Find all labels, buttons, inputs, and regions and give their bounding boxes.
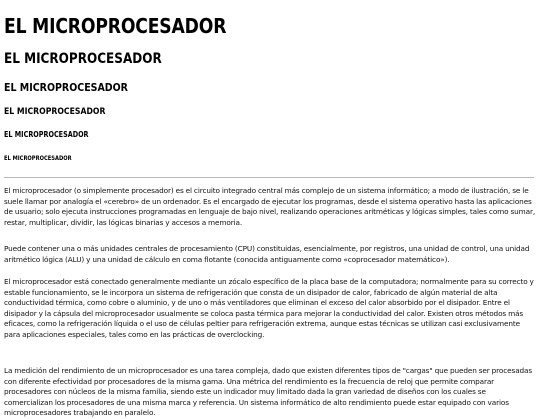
- heading-level-2: EL MICROPROCESADOR: [4, 51, 162, 67]
- horizontal-divider: [4, 177, 534, 178]
- paragraph-definition: El microprocesador (o simplemente procesador) es el circuito integrado central más complejo de un sistema informático; a modo de ilustración, se le suele llamar por analogía el «cerebro» de un ordenador. Es el encargado de ejecutar los programas, desde el sistema operativo hasta las aplicaciones de usuario; solo ejecuta instrucciones programadas en lenguaje de bajo nivel, realizando operaciones aritméticas y lógicas simples, tales como sumar, restar, multiplicar, dividir, las lógicas binarias y accesos a memoria.: [4, 186, 536, 227]
- heading-level-1: EL MICROPROCESADOR: [4, 14, 227, 38]
- paragraph-cpu-units: Puede contener una o más unidades centrales de procesamiento (CPU) constituidas, esencialmente, por registros, una unidad de control, una unidad aritmético lógica (ALU) y una unidad de cálculo en coma flotante (conocida antiguamente como «coprocesador matemático»).: [4, 244, 530, 264]
- heading-level-3: EL MICROPROCESADOR: [4, 81, 128, 94]
- heading-level-4: EL MICROPROCESADOR: [4, 107, 106, 117]
- heading-level-6: EL MICROPROCESADOR: [4, 155, 72, 162]
- paragraph-performance: La medición del rendimiento de un microprocesador es una tarea compleja, dado que existen diferentes tipos de "cargas" que pueden ser procesadas con diferente efectividad por procesadores de la misma gama. Una métrica del rendimiento es la frecuencia de reloj que permite comparar procesadores con núcleos de la misma familia, siendo este un indicador muy limitado dada la gran variedad de diseños con los cuales se comercializan los procesadores de una misma marca y referencia. Un sistema informático de alto rendimiento puede estar equipado con varios microprocesadores trabajando en paralelo.: [4, 366, 533, 418]
- heading-level-5: EL MICROPROCESADOR: [4, 130, 89, 139]
- paragraph-cooling: El microprocesador está conectado generalmente mediante un zócalo específico de la placa base de la computadora; normalmente para su correcto y estable funcionamiento, se le incorpora un sistema de refrigeración que consta de un disipador de calor, fabricado de algún material de alta conductividad térmica, como cobre o aluminio, y de uno o más ventiladores que eliminan el exceso del calor absorbido por el disipador. Entre el disipador y la cápsula del microprocesador usualmente se coloca pasta térmica para mejorar la conductividad del calor. Existen otros métodos más eficaces, como la refrigeración líquida o el uso de células peltier para refrigeración extrema, aunque estas técnicas se utilizan casi exclusivamente para aplicaciones especiales, tales como en las prácticas de overclocking.: [4, 277, 534, 339]
